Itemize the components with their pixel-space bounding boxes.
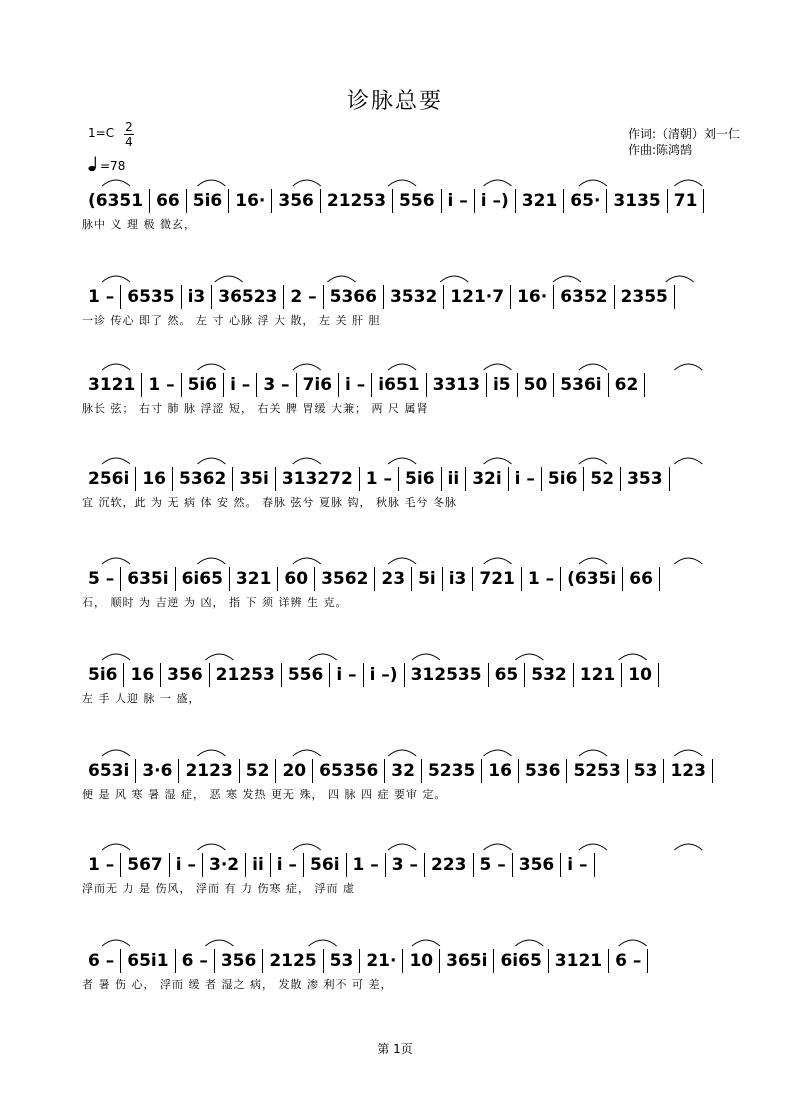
measure: i –) <box>480 191 509 211</box>
measure: 23 <box>381 569 406 589</box>
measure: 123 <box>670 761 706 781</box>
measure: 5i6 <box>405 469 435 489</box>
measure: i – <box>175 855 196 875</box>
measure: 356 <box>518 855 555 875</box>
measure: 556 <box>287 665 324 685</box>
barline <box>647 949 648 973</box>
measure: 66 <box>156 191 180 211</box>
slur-arc <box>412 940 440 946</box>
measure: 321 <box>235 569 272 589</box>
slur-arc <box>484 364 512 370</box>
measure: 313272 <box>281 469 353 489</box>
measure: 52 <box>245 761 270 781</box>
slur-arc <box>102 940 130 946</box>
measure: 3·6 <box>142 761 173 781</box>
measure: 52 <box>590 469 615 489</box>
measure: 721 <box>479 569 515 589</box>
measure: 71 <box>673 191 698 211</box>
slur-arc <box>579 558 607 564</box>
slur-arc <box>197 180 225 186</box>
notes-row <box>82 760 732 782</box>
slur-arc <box>197 750 225 756</box>
measure: 2 – <box>290 287 317 307</box>
measure: i – <box>230 375 251 395</box>
lyrics-line: 左 手 人迎 脉 一 盛， <box>82 692 201 705</box>
barline <box>659 567 660 591</box>
notation-line <box>82 264 732 344</box>
lyrics-line: 石， 顺时 为 吉逆 为 凶， 指 下 须 详辨 生 克。 <box>82 596 348 609</box>
measure: 556 <box>399 191 435 211</box>
measure: 3135 <box>613 191 661 211</box>
measure: 1 – <box>365 469 393 489</box>
slur-arc <box>197 364 225 370</box>
slur-arc <box>674 558 702 564</box>
measure: 16· <box>517 287 548 307</box>
slur-arc <box>666 276 694 282</box>
measure: 1 – <box>88 855 115 875</box>
notation-line <box>82 168 732 248</box>
measure: 536i <box>560 375 602 395</box>
measure: 5i6 <box>192 191 223 211</box>
measure: 2125 <box>269 951 317 971</box>
measure: 321 <box>521 191 558 211</box>
slur-arc <box>293 558 321 564</box>
measure: 6i65 <box>500 951 542 971</box>
slur-arc <box>102 750 130 756</box>
lyrics-line: 便 是 风 寒 暑 湿 症， 恶 寒 发热 更无 殊， 四 脉 四 症 要审 定。 <box>82 788 447 801</box>
measure: 1 – <box>148 375 175 395</box>
measure: 5i6 <box>187 375 218 395</box>
slur-arc <box>205 940 233 946</box>
measure: 5i6 <box>547 469 578 489</box>
measure: ii <box>252 855 264 875</box>
barline <box>658 663 659 687</box>
slur-arc <box>674 364 702 370</box>
measure: 1 – <box>527 569 555 589</box>
measure: i3 <box>448 569 467 589</box>
measure: 32i <box>472 469 502 489</box>
measure: 65i1 <box>127 951 169 971</box>
lyrics-line: 宜 沉软，此 为 无 病 体 安 然。 春脉 弦兮 夏脉 钩， 秋脉 毛兮 冬脉 <box>82 496 457 509</box>
notes-row <box>82 664 732 686</box>
slur-arc <box>309 654 337 660</box>
lyrics-line: 一诊 传心 即了 然。 左 寸 心脉 浮 大 散， 左 关 肝 胆 <box>82 314 381 327</box>
song-title: 诊脉总要 <box>346 89 443 114</box>
time-signature <box>123 120 135 149</box>
measure: i – <box>276 855 298 875</box>
measure: 5 – <box>88 569 115 589</box>
notes-row <box>82 468 732 490</box>
notation-line <box>82 928 732 1008</box>
slur-arc <box>102 844 130 850</box>
slur-arc <box>674 180 702 186</box>
measure: 6 – <box>88 951 115 971</box>
slur-arc <box>515 940 543 946</box>
slur-arc <box>205 654 233 660</box>
measure: 567 <box>127 855 163 875</box>
barline <box>712 759 713 783</box>
measure: i – <box>514 469 535 489</box>
slur-arc <box>579 750 607 756</box>
notation-line <box>82 738 732 818</box>
slur-arc <box>674 844 702 850</box>
notes-row <box>82 568 732 590</box>
slur-arc <box>293 750 321 756</box>
measure: 5i <box>418 569 436 589</box>
measure: 5 – <box>479 855 506 875</box>
measure: 3313 <box>432 375 480 395</box>
slur-arc <box>484 458 512 464</box>
measure: (6351 <box>88 191 144 211</box>
measure: i5 <box>492 375 511 395</box>
key-signature: 1=C <box>88 126 115 140</box>
measure: 60 <box>284 569 309 589</box>
measure: 50 <box>523 375 548 395</box>
measure: 6535 <box>127 287 175 307</box>
notes-row <box>82 190 732 212</box>
measure: 121 <box>579 665 616 685</box>
measure: i – <box>447 191 468 211</box>
measure: 53 <box>633 761 658 781</box>
barline <box>703 189 704 213</box>
measure: 21· <box>366 951 397 971</box>
slur-arc <box>327 276 355 282</box>
slur-arc <box>102 180 130 186</box>
measure: 65· <box>570 191 601 211</box>
lyricist-credit: 作词:（清朝）刘一仁 <box>628 127 741 141</box>
measure: 121·7 <box>450 287 505 307</box>
slur-arc <box>293 364 321 370</box>
slur-arc <box>309 940 337 946</box>
measure: 223 <box>431 855 467 875</box>
time-signature-bottom: 4 <box>125 135 133 149</box>
slur-arc <box>197 458 225 464</box>
measure: 536 <box>524 761 561 781</box>
slur-arc <box>197 558 225 564</box>
slur-arc <box>388 558 416 564</box>
measure: 35i <box>239 469 269 489</box>
measure: 3532 <box>389 287 438 307</box>
slur-arc <box>388 458 416 464</box>
measure: 5362 <box>179 469 227 489</box>
measure: 353 <box>627 469 663 489</box>
measure: 256i <box>88 469 130 489</box>
slur-arc <box>579 458 607 464</box>
slur-arc <box>619 940 647 946</box>
slur-arc <box>619 654 647 660</box>
measure: 21253 <box>326 191 387 211</box>
measure: 6352 <box>560 287 608 307</box>
time-signature-top: 2 <box>125 120 133 134</box>
measure: 5366 <box>329 287 377 307</box>
measure: 1 – <box>88 287 115 307</box>
barline <box>644 373 645 397</box>
measure: 5i6 <box>88 665 118 685</box>
measure: i3 <box>187 287 206 307</box>
measure: 10 <box>628 665 652 685</box>
measure: 532 <box>531 665 567 685</box>
measure: 312535 <box>410 665 482 685</box>
slur-arc <box>388 180 416 186</box>
measure: 10 <box>409 951 434 971</box>
composer-credit: 作曲:陈鸿鹄 <box>628 143 693 157</box>
slur-arc <box>412 654 440 660</box>
slur-arc <box>484 750 512 756</box>
lyrics-line: 脉长 弦； 右寸 肺 脉 浮涩 短， 右关 脾 胃缓 大兼； 两 尺 属肾 <box>82 402 429 415</box>
tempo-value: =78 <box>100 159 126 173</box>
slur-arc <box>102 558 130 564</box>
measure: 65356 <box>319 761 379 781</box>
slur-arc <box>515 654 543 660</box>
measure: 356 <box>167 665 203 685</box>
barline <box>594 853 595 877</box>
measure: 2123 <box>185 761 233 781</box>
slur-arc <box>102 654 130 660</box>
measure: 16 <box>130 665 155 685</box>
measure: 53 <box>329 951 354 971</box>
notation-line <box>82 352 732 432</box>
measure: i – <box>567 855 588 875</box>
measure: 6 – <box>181 951 208 971</box>
measure: i – <box>336 665 357 685</box>
slur-arc <box>293 180 321 186</box>
notation-line <box>82 832 732 912</box>
measure: 3121 <box>554 951 603 971</box>
measure: 20 <box>282 761 307 781</box>
measure: i –) <box>369 665 398 685</box>
slur-arc <box>484 180 512 186</box>
notation-line <box>82 446 732 526</box>
measure: 3·2 <box>209 855 240 875</box>
measure: 66 <box>629 569 653 589</box>
slur-arc <box>102 276 130 282</box>
barline <box>669 467 670 491</box>
measure: 2355 <box>620 287 668 307</box>
barline <box>674 285 675 309</box>
slur-arc <box>388 364 416 370</box>
page-number: 第 1页 <box>377 1042 413 1056</box>
slur-arc <box>484 844 512 850</box>
measure: 56i <box>310 855 340 875</box>
measure: 7i6 <box>302 375 333 395</box>
measure: 356 <box>278 191 314 211</box>
slur-arc <box>197 844 225 850</box>
slur-arc <box>102 364 130 370</box>
measure: 5253 <box>573 761 621 781</box>
notes-row <box>82 854 732 876</box>
measure: 16· <box>235 191 266 211</box>
measure: 365i <box>446 951 488 971</box>
credits <box>628 126 740 158</box>
notation-line <box>82 642 732 722</box>
measure: 653i <box>88 761 130 781</box>
measure: 635i <box>127 569 169 589</box>
measure: 356 <box>220 951 257 971</box>
slur-arc <box>102 458 130 464</box>
measure: 3 – <box>263 375 290 395</box>
notation-line <box>82 546 732 626</box>
measure: ii <box>447 469 460 489</box>
measure: 16 <box>488 761 512 781</box>
measure: i651 <box>378 375 420 395</box>
measure: 3 – <box>391 855 419 875</box>
measure: 3121 <box>88 375 136 395</box>
measure: 62 <box>614 375 639 395</box>
measure: 6i65 <box>181 569 223 589</box>
slur-arc <box>388 750 416 756</box>
measure: 16 <box>142 469 166 489</box>
measure: 6 – <box>615 951 642 971</box>
slur-arc <box>579 844 607 850</box>
measure: 5235 <box>427 761 476 781</box>
lyrics-line: 者 暑 伤 心， 浮而 缓 者 湿之 病， 发散 渗 利不 可 差， <box>82 978 393 991</box>
slur-arc <box>293 844 321 850</box>
slur-arc <box>484 558 512 564</box>
notes-row <box>82 374 732 396</box>
lyrics-line: 脉中 义 理 极 微玄， <box>82 218 196 231</box>
slur-arc <box>215 276 243 282</box>
slur-arc <box>579 180 607 186</box>
measure: 65 <box>494 665 519 685</box>
measure: i – <box>345 375 366 395</box>
slur-arc <box>674 750 702 756</box>
measure: 21253 <box>215 665 275 685</box>
notes-row <box>82 286 732 308</box>
measure: 32 <box>391 761 415 781</box>
notes-row <box>82 950 732 972</box>
measure: 36523 <box>218 287 278 307</box>
measure: 3562 <box>321 569 369 589</box>
slur-arc <box>293 458 321 464</box>
lyrics-line: 浮而无 力 是 伤风， 浮而 有 力 伤寒 症， 浮而 虚 <box>82 882 355 895</box>
measure: 1 – <box>352 855 379 875</box>
slur-arc <box>440 276 468 282</box>
slur-arc <box>674 458 702 464</box>
slur-arc <box>579 364 607 370</box>
slur-arc <box>388 844 416 850</box>
slur-arc <box>553 276 581 282</box>
measure: (635i <box>567 569 617 589</box>
